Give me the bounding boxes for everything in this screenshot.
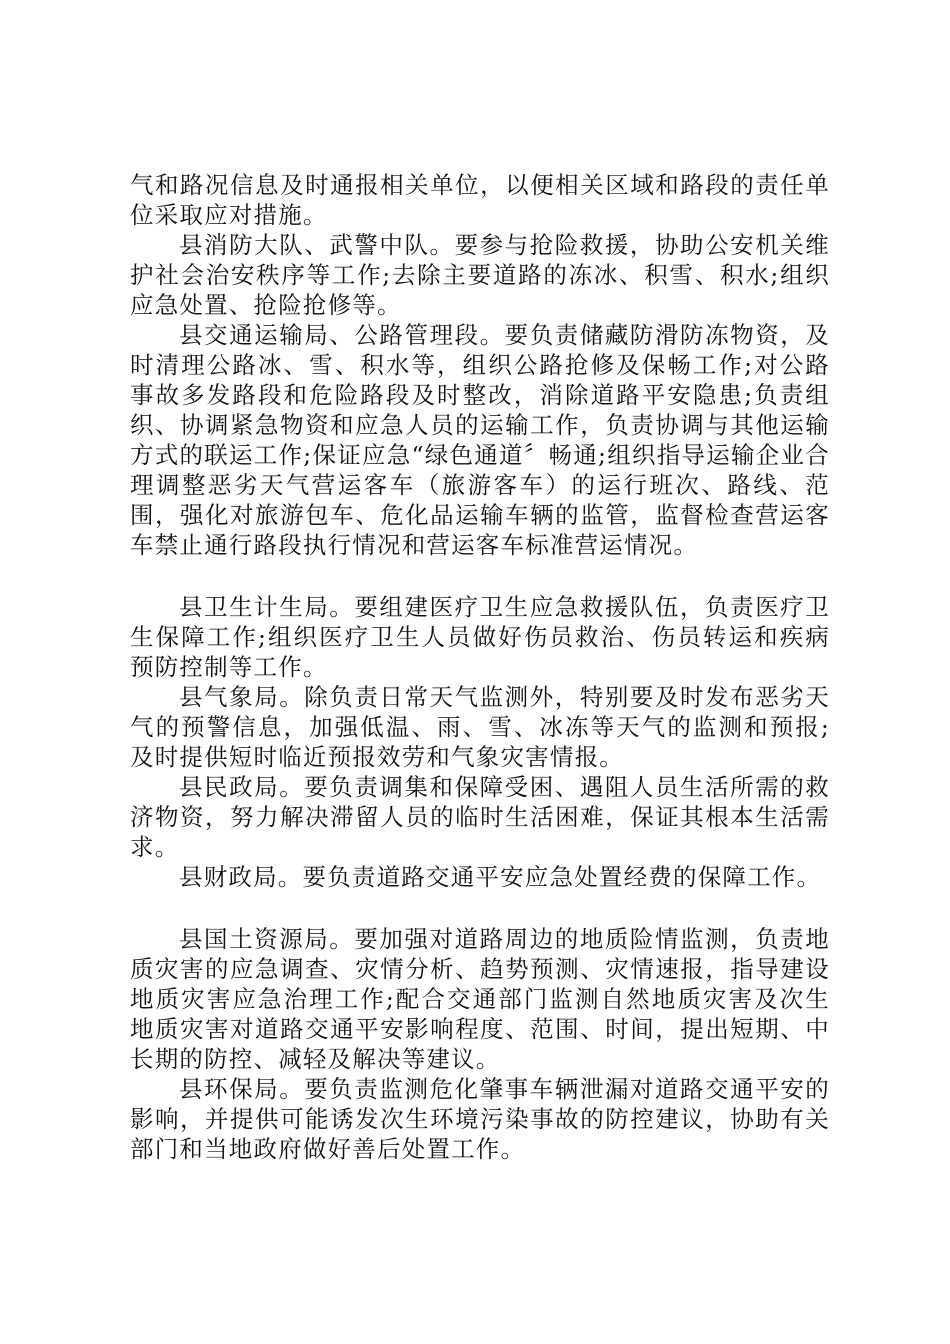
paragraph-spacer [130, 560, 830, 592]
paragraph-health-bureau: 县卫生计生局。要组建医疗卫生应急救援队伍，负责医疗卫生保障工作;组织医疗卫生人员做好伤员救治、伤员转运和疾病预防控制等工作。 [130, 593, 830, 681]
paragraph-transport-bureau: 县交通运输局、公路管理段。要负责储藏防滑防冻物资，及时清理公路冰、雪、积水等，组织公路抢修及保畅工作;对公路事故多发路段和危险路段及时整改，消除道路平安隐患;负责组织、协调紧急物资和应急人员的运输工作，负责协调与其他运输方式的联运工作;保证应急“绿色通道〞畅通;组织指导运输企业合理调整恶劣天气营运客车（旅游客车）的运行班次、路线、范围，强化对旅游包车、危化品运输车辆的监管，监督检查营运客车禁止通行路段执行情况和营运客车标准营运情况。 [130, 321, 830, 559]
paragraph-finance-bureau: 县财政局。要负责道路交通平安应急处置经费的保障工作。 [179, 863, 822, 891]
paragraph-meteorological-bureau: 县气象局。除负责日常天气监测外，特别要及时发布恶劣天气的预警信息，加强低温、雨、雪、冰冻等天气的监测和预报;及时提供短时临近预报效劳和气象灾害情报。 [130, 683, 830, 771]
paragraph-spacer [130, 892, 830, 924]
paragraph-fire-brigade: 县消防大队、武警中队。要参与抢险救援，协助公安机关维护社会治安秩序等工作;去除主要道路的冻冰、积雪、积水;组织应急处置、抢险抢修等。 [130, 231, 830, 319]
paragraph-environmental-bureau: 县环保局。要负责监测危化肇事车辆泄漏对道路交通平安的影响，并提供可能诱发次生环境污染事故的防控建议，协助有关部门和当地政府做好善后处置工作。 [130, 1075, 830, 1163]
document-body [130, 170, 830, 1164]
paragraph-land-resources-bureau: 县国土资源局。要加强对道路周边的地质险情监测，负责地质灾害的应急调查、灾情分析、趋势预测、灾情速报，指导建设地质灾害应急治理工作;配合交通部门监测自然地质灾害及次生地质灾害对道路交通平安影响程度、范围、时间，提出短期、中长期的防控、减轻及解决等建议。 [130, 925, 830, 1073]
paragraph-continued-weather-info: 气和路况信息及时通报相关单位，以便相关区域和路段的责任单位采取应对措施。 [130, 171, 830, 229]
paragraph-civil-affairs-bureau: 县民政局。要负责调集和保障受困、遇阻人员生活所需的救济物资，努力解决滞留人员的临时生活困难，保证其根本生活需求。 [130, 773, 830, 861]
